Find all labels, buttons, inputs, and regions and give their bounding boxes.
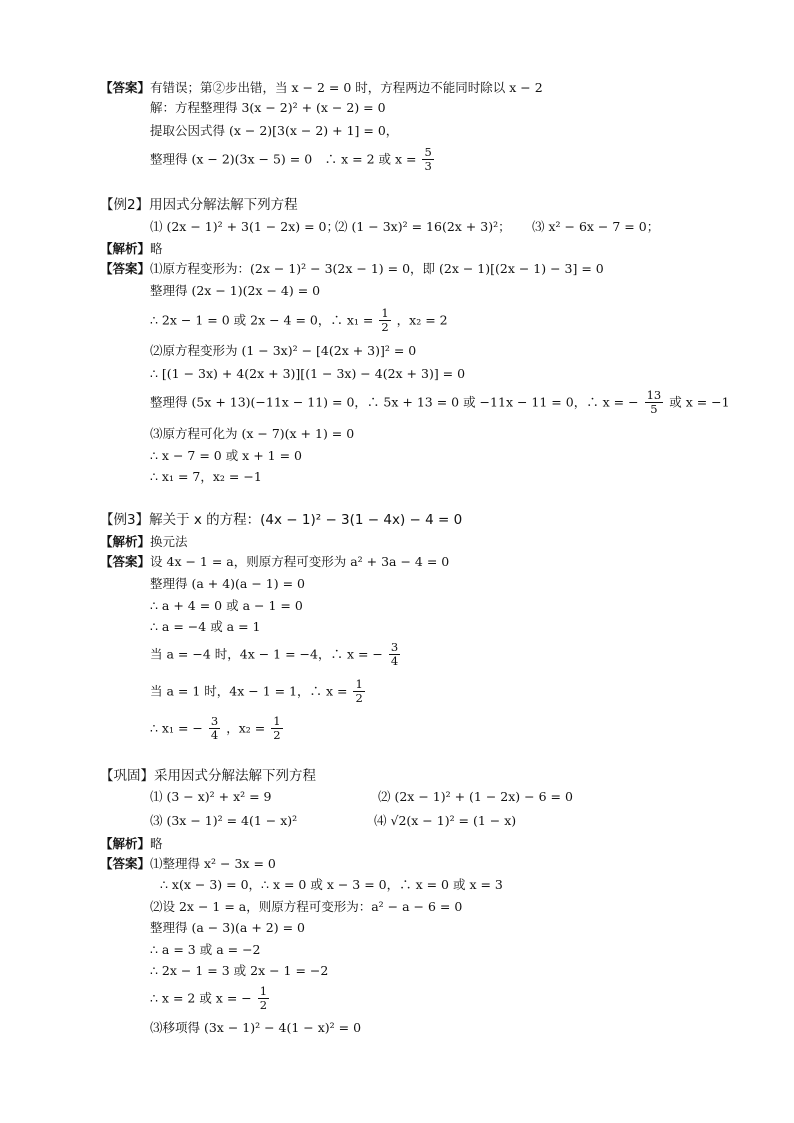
problem-1: ⑴ (3 − x)² + x² = 9 <box>150 789 272 804</box>
solution-line: ∴ x − 7 = 0 或 x + 1 = 0 <box>150 448 302 463</box>
solution-line: ⑶原方程可化为 (x − 7)(x + 1) = 0 <box>150 426 355 441</box>
fraction: $\frac{5}{3}$ <box>424 145 432 173</box>
solution-line: 整理得 (a + 4)(a − 1) = 0 <box>150 576 306 591</box>
solution-line: 提取公因式得 (x − 2)[3(x − 2) + 1] = 0， <box>150 123 399 138</box>
answer-line <box>100 80 543 96</box>
solution-line: ∴ 2x − 1 = 3 或 2x − 1 = −2 <box>150 963 329 978</box>
analysis-line: 【解析】换元法 <box>100 534 188 549</box>
example-3-title: 【例3】解关于 x 的方程：(4x − 1)² − 3(1 − 4x) − 4 = 0 <box>100 512 463 528</box>
fraction: $\frac{1}{2}$ <box>273 714 281 742</box>
solution-line: 整理得 (x − 2)(3x − 5) = 0 ∴ x = 2 或 x = $\frac{5}{3}$ <box>150 145 432 173</box>
consolidation-title: 【巩固】采用因式分解法解下列方程 <box>100 768 316 784</box>
problem-4: ⑷ √2(x − 1)² = (1 − x) <box>374 813 517 828</box>
solution-line: ⑵原方程变形为 (1 − 3x)² − [4(2x + 3)]² = 0 <box>150 343 417 358</box>
problem-1: ⑴ (2x − 1)² + 3(1 − 2x) = 0； <box>150 219 339 234</box>
answer-text: 有错误；第②步出错，当 x − 2 = 0 时，方程两边不能同时除以 x − 2 <box>150 80 543 95</box>
analysis-line: 【解析】略 <box>100 241 163 256</box>
answer-line: 【答案】设 4x − 1 = a，则原方程可变形为 a² + 3a − 4 = 0 <box>100 554 450 569</box>
answer-tag: 【答案】 <box>100 80 151 95</box>
solution-line: ∴ 2x − 1 = 0 或 2x − 4 = 0，∴ x₁ = $\frac{1}{2}$ ，x₂ = 2 <box>150 306 448 334</box>
answer-line: 【答案】⑴整理得 x² − 3x = 0 <box>100 856 276 871</box>
fraction: $\frac{3}{4}$ <box>390 640 399 668</box>
solution-line: ⑶移项得 (3x − 1)² − 4(1 − x)² = 0 <box>150 1020 362 1035</box>
solution-line: ∴ x(x − 3) = 0，∴ x = 0 或 x − 3 = 0，∴ x = 0 或 x = 3 <box>160 877 503 892</box>
solution-line: ∴ a + 4 = 0 或 a − 1 = 0 <box>150 598 303 613</box>
solution-line: ∴ [(1 − 3x) + 4(2x + 3)][(1 − 3x) − 4(2x + 3)] = 0 <box>150 366 466 381</box>
solution-line: ∴ x₁ = − $\frac{3}{4}$ ，x₂ = $\frac{1}{2}$ <box>150 714 281 742</box>
fraction: $\frac{13}{5}$ <box>646 388 662 416</box>
analysis-line: 【解析】略 <box>100 836 163 851</box>
solution-line: ∴ a = −4 或 a = 1 <box>150 619 261 634</box>
fraction: $\frac{1}{2}$ <box>259 984 268 1012</box>
fraction: $\frac{3}{4}$ <box>210 714 219 742</box>
solution-line: 解：方程整理得 3(x − 2)² + (x − 2) = 0 <box>150 100 386 115</box>
solution-line: 整理得 (2x − 1)(2x − 4) = 0 <box>150 283 321 298</box>
solution-line: ∴ x₁ = 7，x₂ = −1 <box>150 469 262 484</box>
answer-line: 【答案】⑴原方程变形为：(2x − 1)² − 3(2x − 1) = 0，即 (2x − 1)[(2x − 1) − 3] = 0 <box>100 261 604 276</box>
example-2-title: 【例2】用因式分解法解下列方程 <box>100 197 298 213</box>
solution-line: 整理得 (5x + 13)(−11x − 11) = 0，∴ 5x + 13 = 0 或 −11x − 11 = 0，∴ x = − $\frac{13}{5}$ 或 x = −1 <box>150 388 730 416</box>
solution-line: 当 a = 1 时，4x − 1 = 1，∴ x = $\frac{1}{2}$ <box>150 677 363 705</box>
solution-line: ⑵设 2x − 1 = a，则原方程可变形为：a² − a − 6 = 0 <box>150 899 463 914</box>
solution-line: ∴ a = 3 或 a = −2 <box>150 942 261 957</box>
problem-3: ⑶ x² − 6x − 7 = 0； <box>532 219 660 234</box>
solution-line: ∴ x = 2 或 x = − $\frac{1}{2}$ <box>150 984 268 1012</box>
problem-2: ⑵ (1 − 3x)² = 16(2x + 3)²； <box>335 219 511 234</box>
solution-line: 整理得 (a − 3)(a + 2) = 0 <box>150 920 306 935</box>
problem-2: ⑵ (2x − 1)² + (1 − 2x) − 6 = 0 <box>378 789 573 804</box>
fraction: $\frac{1}{2}$ <box>381 306 389 334</box>
solution-line: 当 a = −4 时，4x − 1 = −4，∴ x = − $\frac{3}{4}$ <box>150 640 399 668</box>
problem-3: ⑶ (3x − 1)² = 4(1 − x)² <box>150 813 298 828</box>
fraction: $\frac{1}{2}$ <box>355 677 363 705</box>
